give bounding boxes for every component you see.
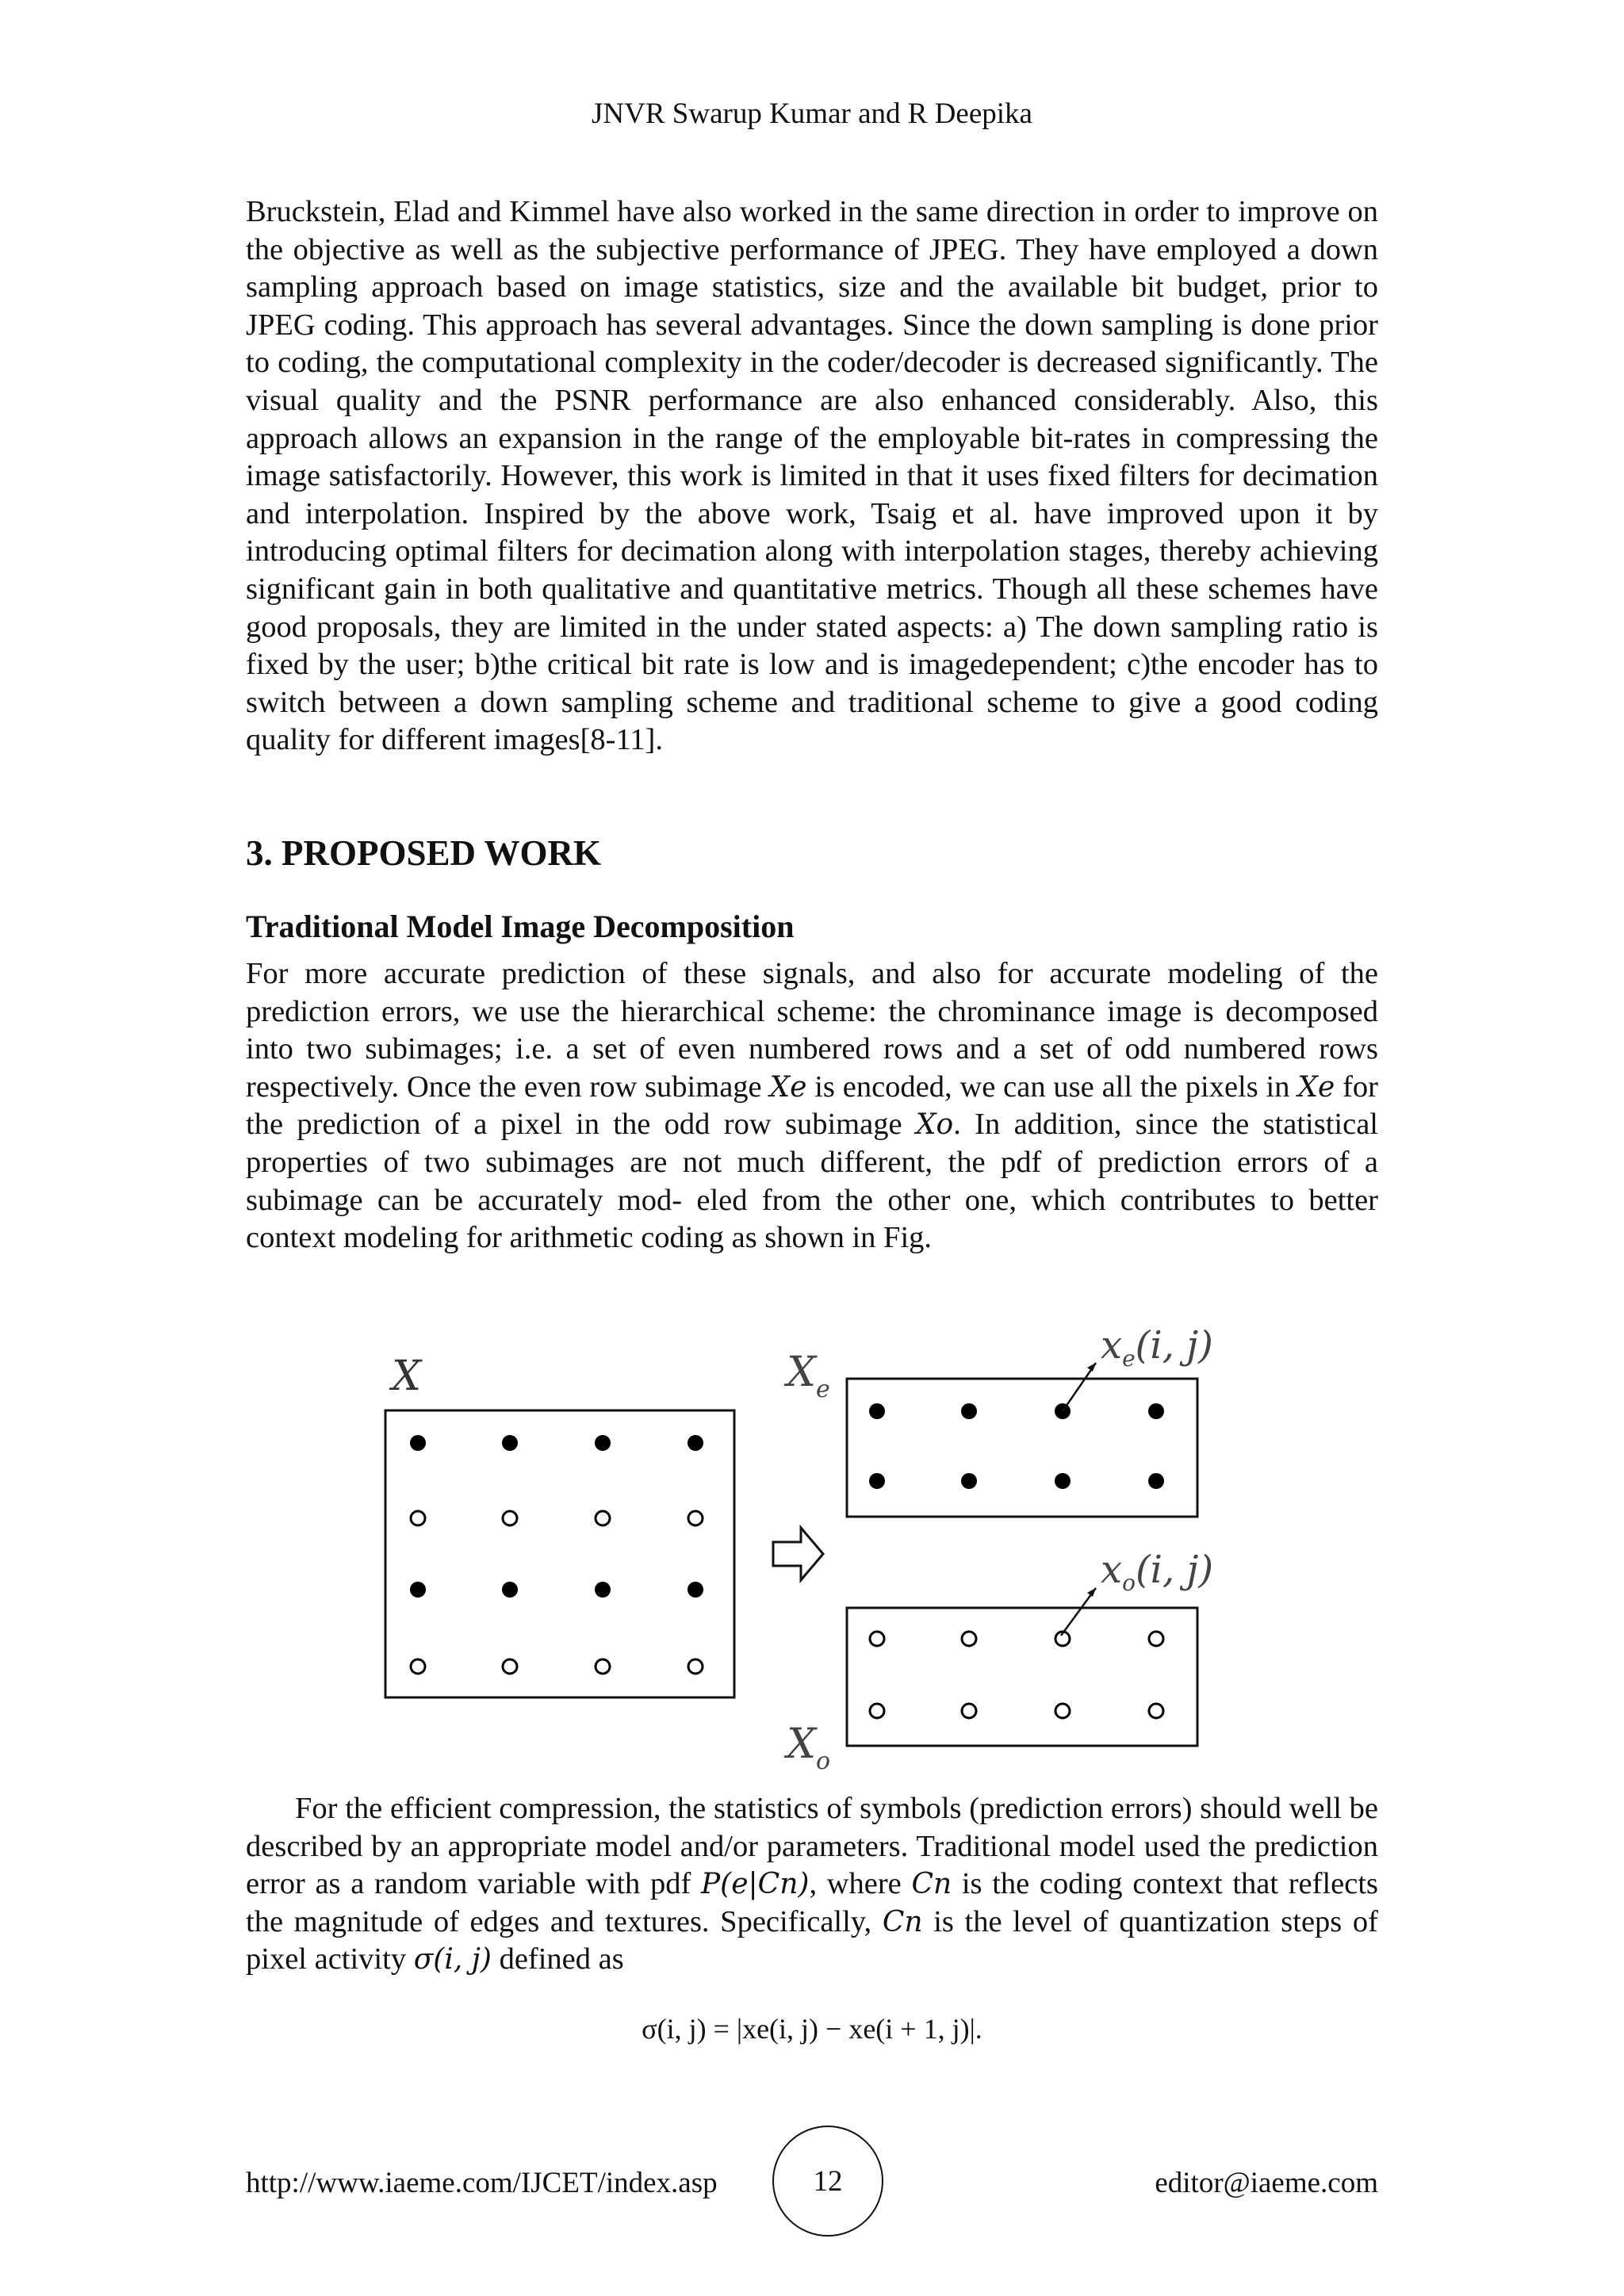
image-x-pixels — [410, 1435, 703, 1674]
odd-subimage-box — [847, 1608, 1197, 1746]
math-cn: Cn — [882, 1905, 923, 1938]
xo-pointer-arrowhead — [1087, 1588, 1096, 1597]
running-header: JNVR Swarup Kumar and R Deepika — [592, 98, 1032, 130]
math-xe: Xe — [1297, 1070, 1335, 1104]
page-number: 12 — [772, 2126, 883, 2237]
math-pdf: P(e|Cn) — [700, 1868, 810, 1901]
even-subimage-pixels — [869, 1403, 1164, 1489]
decomposition-arrow-icon — [773, 1528, 823, 1580]
decomposition-figure — [373, 1312, 1269, 1776]
label-xe: $X_e$ — [787, 1349, 830, 1403]
paragraph-context-model: For the efficient compression, the statistics of symbols (prediction errors) should well be described by an appropriate model and/or parameters. Traditional model used the prediction error as a random variable with pdf P(e|Cn), where Cn is the coding context that reflects the magnitude of edges and textures. Specifically, Cn is the level of quantization steps of pixel activity σ(i, j) defined as — [246, 1792, 1378, 1976]
image-x-box — [385, 1410, 734, 1697]
activity-equation: σ(i, j) = |xe(i, j) − xe(i + 1, j)|. — [642, 2013, 982, 2045]
paragraph-decomposition: For more accurate prediction of these signals, and also for accurate modeling of the prediction errors, we use the hierarchical scheme: the chrominance image is decomposed into two subimages; i.e. a set of even numbered rows and a set of odd numbered rows respectively. Once the even row subimage Xe is encoded, we can use all the pixels in Xe for the prediction of a pixel in the odd row subimage Xo. In addition, since the statistical properties of two subimages are not much different, the pdf of prediction errors of a subimage can be accurately mod- eled from the other one, which contributes to better context modeling for arithmetic coding as shown in Fig. — [246, 957, 1378, 1255]
section-title: 3. PROPOSED WORK — [246, 833, 601, 873]
footer-url[interactable]: http://www.iaeme.com/IJCET/index.asp — [246, 2167, 718, 2199]
decomposition-diagram — [373, 1312, 1269, 1772]
label-xo: $X_o$ — [787, 1720, 831, 1772]
annotation-xo: $x_o(i$, j) — [1101, 1548, 1214, 1596]
odd-subimage-pixels — [870, 1632, 1163, 1718]
xe-pointer-arrowhead — [1087, 1363, 1096, 1372]
math-xe: Xe — [769, 1070, 807, 1104]
math-cn: Cn — [911, 1868, 952, 1901]
annotation-xe: $x_e(i$, j) — [1101, 1323, 1213, 1372]
footer-email[interactable]: editor@iaeme.com — [1155, 2167, 1378, 2199]
math-sigma: σ(i, j) — [413, 1943, 492, 1976]
paragraph-related-work: Bruckstein, Elad and Kimmel have also worked in the same direction in order to improve on the objective as well as the subjective performance of JPEG. They have employed a down sampling approach based on image statistics, size and the available bit budget, prior to JPEG coding. This approach has several advantages. Since the down sampling is done prior to coding, the computational complexity in the coder/decoder is decreased significantly. The visual quality and the PSNR performance are also enhanced considerably. Also, this approach allows an expansion in the range of the employable bit-rates in compressing the image satisfactorily. However, this work is limited in that it uses fixed filters for decimation and interpolation. Inspired by the above work, Tsaig et al. have improved upon it by introducing optimal filters for decimation along with interpolation stages, thereby achieving significant gain in both qualitative and quantitative metrics. Though all these schemes have good proposals, they are limited in the under stated aspects: a) The down sampling ratio is fixed by the user; b)the critical bit rate is low and is imagedependent; c)the encoder has to switch between a down sampling scheme and traditional scheme to give a good coding quality for different images[8-11]. — [246, 195, 1378, 757]
even-subimage-box — [847, 1379, 1197, 1517]
subsection-title: Traditional Model Image Decomposition — [246, 909, 795, 944]
math-xo: Xo — [915, 1108, 954, 1142]
label-x: X — [392, 1353, 422, 1400]
